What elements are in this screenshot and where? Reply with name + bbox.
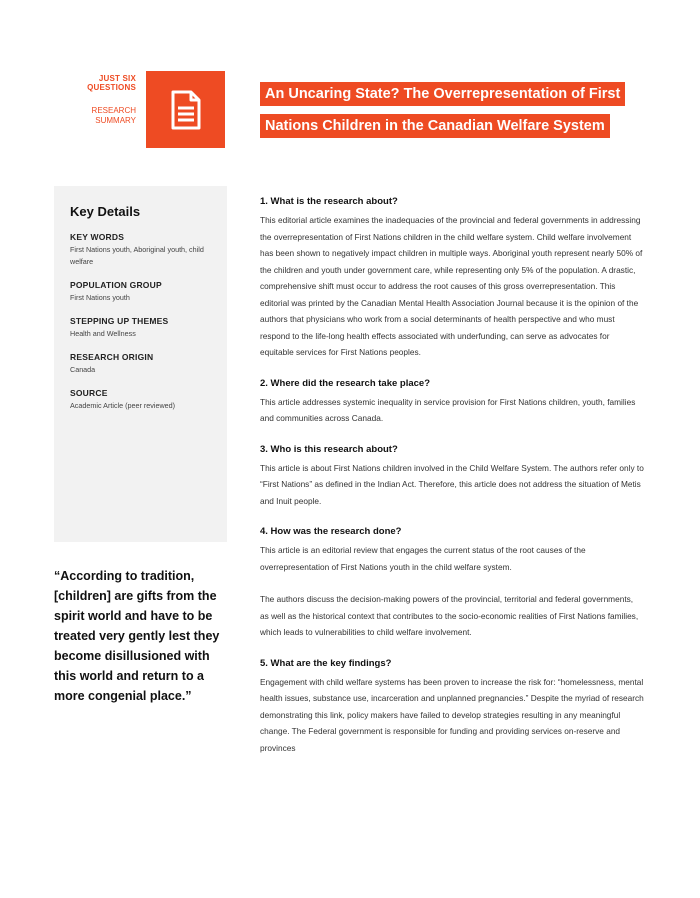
key-details-heading: Key Details (70, 204, 141, 219)
source-value: Academic Article (peer reviewed) (70, 401, 176, 410)
themes-label: STEPPING UP THEMES (70, 316, 169, 326)
key-words-label: KEY WORDS (70, 232, 125, 242)
population-group-label: POPULATION GROUP (70, 280, 162, 290)
document-icon (169, 90, 203, 130)
section-5 (260, 658, 644, 757)
research-origin-item (70, 352, 220, 376)
population-group-value: First Nations youth (70, 293, 130, 302)
section-4-paragraph-2: The authors discuss the decision-making powers of the provincial, territorial and federal governments, as well as the historical context that contributes to the socio-economic realities of First Nations families, which leads to vulnerabilities to child welfare involvement. (260, 594, 639, 637)
section-2-heading: 2. Where did the research take place? (260, 377, 431, 389)
section-1-paragraph: This editorial article examines the inadequacies of the provincial and federal governments in addressing the overrepresentation of First Nations children in the child welfare system. Child welfare involvement has been shown to negatively impact children in multiple ways. Aboriginal youth represent nearly 50% of the children and youth under government care, while representing only 5% of the population. A drastic, comprehensive shift must occur to address the root causes of this gross overrepresentation. This editorial was printed by the Canadian Mental Health Association Journal because it is the opinion of the authors that physicians who work from a social determinants of health perspective and who must respond to the life-long health effects associated with underfunding, can serve as advocates for equitable services for First Nations peoples. (260, 215, 643, 357)
brand-line-research: RESEARCH (91, 106, 136, 116)
section-1 (260, 196, 644, 361)
section-4-paragraph-1: This article is an editorial review that engages the current status of the root causes of the overrepresentation of First Nations youth in the child welfare system. (260, 545, 586, 572)
research-origin-value: Canada (70, 365, 96, 374)
main-content (260, 196, 644, 773)
section-3-paragraph: This article is about First Nations children involved in the Child Welfare System. The authors refer only to “First Nations” as defined in the Indian Act. Therefore, this article does not address the situation of Metis and Inuit people. (260, 462, 644, 506)
section-4-heading: 4. How was the research done? (260, 526, 402, 537)
themes-value: Health and Wellness (70, 329, 136, 338)
key-details-panel (54, 186, 227, 542)
series-brand (66, 74, 136, 125)
source-label: SOURCE (70, 388, 108, 398)
title-line-2: Nations Children in the Canadian Welfare System (260, 114, 610, 138)
key-words-value: First Nations youth, Aboriginal youth, child welfare (70, 245, 204, 266)
source-item (70, 388, 220, 412)
brand-line-questions: QUESTIONS (87, 83, 136, 93)
pull-quote: “According to tradition, [children] are gifts from the spirit world and have to be treated very gently lest they become disillusioned with this world and return to a more congenial place.” (54, 569, 220, 703)
brand-line-summary: SUMMARY (95, 115, 136, 125)
themes-item (70, 316, 220, 340)
document-logo-box (146, 71, 225, 148)
section-2-paragraph: This article addresses systemic inequality in service provision for First Nations children, youth, families and communities across Canada. (260, 396, 636, 423)
document-title (260, 82, 625, 138)
section-5-heading: 5. What are the key findings? (260, 657, 392, 669)
section-2 (260, 378, 644, 427)
title-line-1: An Uncaring State? The Overrepresentation of First (260, 82, 625, 106)
section-5-paragraph: Engagement with child welfare systems has been proven to increase the risk for: “homelessness, mental health issues, substance use, incarceration and unplanned pregnancies.” Despite the myriad of research demonstrating this link, policy makers have failed to develop strategies resulting in any meaningful change. The Federal government is responsible for funding and providing services on-reserve and provinces (260, 676, 644, 753)
section-3 (260, 444, 644, 510)
section-1-heading: 1. What is the research about? (260, 196, 398, 207)
key-words-item (70, 232, 220, 268)
section-3-heading: 3. Who is this research about? (260, 443, 398, 455)
research-origin-label: RESEARCH ORIGIN (70, 352, 154, 362)
brand-line-just-six: JUST SIX (98, 74, 136, 83)
population-group-item (70, 280, 220, 304)
section-4 (260, 526, 644, 641)
